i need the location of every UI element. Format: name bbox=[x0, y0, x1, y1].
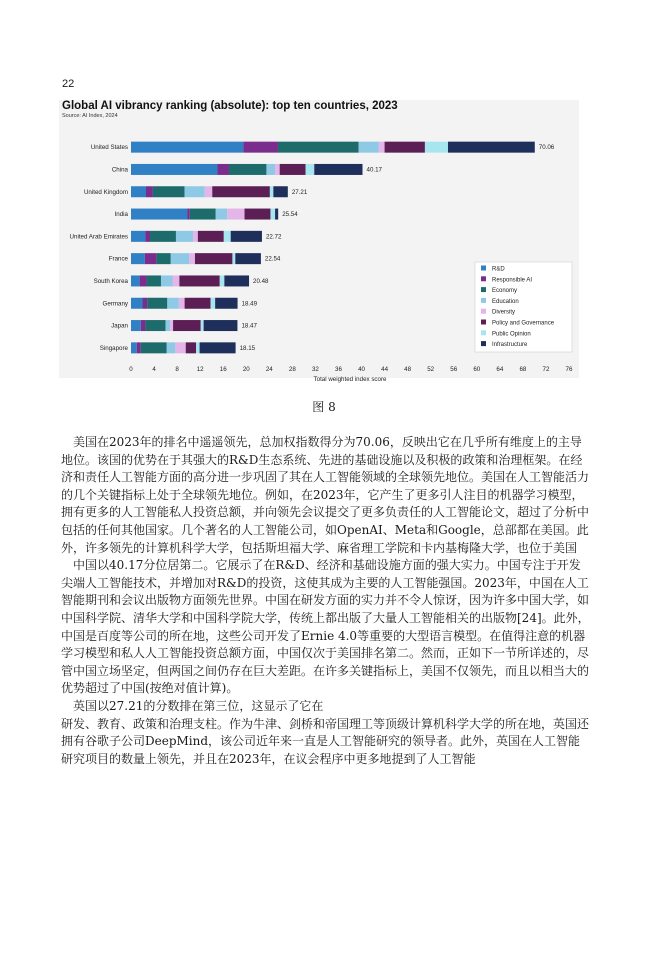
legend-label: Infrastructure bbox=[492, 342, 528, 349]
bar-segment bbox=[141, 320, 146, 331]
bar-segment bbox=[235, 253, 261, 264]
bar-segment bbox=[186, 342, 196, 353]
x-tick-label: 36 bbox=[335, 366, 342, 373]
category-label: United States bbox=[90, 144, 128, 152]
figure-caption: 图 8 bbox=[312, 400, 336, 414]
legend-swatch bbox=[481, 341, 486, 346]
bar-segment bbox=[185, 298, 211, 309]
total-label: 70.06 bbox=[538, 144, 555, 152]
x-tick-label: 40 bbox=[358, 366, 365, 373]
bar-segment bbox=[179, 275, 219, 286]
bar-segment bbox=[224, 231, 231, 242]
x-tick-label: 4 bbox=[152, 366, 156, 373]
bar-segment bbox=[131, 320, 141, 331]
x-tick-label: 12 bbox=[196, 366, 204, 373]
bar-segment bbox=[147, 275, 161, 286]
bar-segment bbox=[172, 275, 179, 286]
page-number: 22 bbox=[62, 78, 75, 90]
bar-segment bbox=[205, 186, 212, 197]
category-label: Germany bbox=[102, 300, 128, 308]
bar-segment bbox=[166, 320, 171, 331]
bar-segment bbox=[131, 275, 140, 286]
bar-segment bbox=[150, 231, 176, 242]
bar-segment bbox=[232, 253, 235, 264]
legend-swatch bbox=[481, 320, 486, 325]
paragraph-uk-intro: 英国以27.21的分数排在第三位，这显示了它在 bbox=[73, 698, 324, 713]
x-tick-label: 44 bbox=[381, 366, 389, 373]
category-label: Singapore bbox=[99, 344, 128, 352]
bar-segment bbox=[137, 342, 141, 353]
bar-segment bbox=[196, 342, 199, 353]
bar-segment bbox=[231, 231, 262, 242]
category-label: United Kingdom bbox=[83, 188, 128, 196]
total-label: 25.54 bbox=[282, 211, 298, 219]
category-label: India bbox=[114, 211, 128, 219]
paragraph-china: 中国以40.17分位居第二。它展示了在R&D、经济和基础设施方面的强大实力。中国专注于开发尖端人工智能技术，并增加对R&D的投资，这使其成为主要的人工智能强国。2023年，中国在人工智能期刊和会议出版物方面领先世界。中国在研发方面的实力并不令人惊讶，因为许多中国大学，如中国科学院、清华大学和中国科学院大学，传统上都出版了大量人工智能相关的出版物[24]。此外，中国是百度等公司的所在地，这些公司开发了Ernie 4.0等重要的大型语言模型。在值得注意的机器学习模型和私人人工智能投资总额方面，中国仅次于美国排名第二。然而，正如下一节所详述的，尽管中国立场坚定，但两国之间仍存在巨大差距。在许多关键指标上，美国不仅领先，而且以相当大的优势超过了中国(按绝对值计算)。 bbox=[61, 558, 590, 696]
bar-segment bbox=[131, 298, 143, 309]
x-tick-label: 28 bbox=[288, 366, 296, 373]
bar-segment bbox=[379, 142, 385, 153]
legend-label: Policy and Governance bbox=[492, 320, 555, 327]
x-tick-label: 68 bbox=[519, 366, 527, 373]
bar-segment bbox=[131, 164, 217, 175]
legend-label: Economy bbox=[492, 288, 518, 295]
total-label: 22.54 bbox=[264, 255, 281, 263]
category-label: France bbox=[108, 255, 128, 263]
total-label: 18.47 bbox=[241, 322, 257, 330]
bar-segment bbox=[211, 298, 216, 309]
bar-segment bbox=[131, 209, 187, 220]
bar-segment bbox=[229, 164, 266, 175]
legend-swatch bbox=[481, 298, 486, 303]
bar-segment bbox=[156, 253, 170, 264]
bar-segment bbox=[448, 142, 535, 153]
x-tick-label: 8 bbox=[175, 366, 179, 373]
bar-segment bbox=[189, 253, 195, 264]
bar-segment bbox=[131, 231, 145, 242]
bar-segment bbox=[273, 186, 287, 197]
bar-segment bbox=[167, 298, 179, 309]
total-label: 18.15 bbox=[239, 344, 256, 352]
chart-source: Source: AI Index, 2024 bbox=[62, 113, 118, 119]
bar-segment bbox=[306, 164, 315, 175]
bar-segment bbox=[215, 298, 237, 309]
bar-segment bbox=[216, 209, 228, 220]
bar-segment bbox=[185, 186, 205, 197]
x-tick-label: 0 bbox=[129, 366, 133, 373]
bar-segment bbox=[195, 253, 232, 264]
x-tick-label: 76 bbox=[565, 366, 573, 373]
x-tick-label: 72 bbox=[542, 366, 550, 373]
paragraph-uk: 研发、教育、政策和治理支柱。作为牛津、剑桥和帝国理工等顶级计算机科学大学的所在地，英国还拥有谷歌子公司DeepMind，该公司近年来一直是人工智能研究的领导者。此外，英国在人工智能研究项目的数量上领先，并且在2023年，在议会程序中更多地提到了人工智能 bbox=[61, 716, 590, 766]
bar-segment bbox=[275, 164, 280, 175]
bar-segment bbox=[385, 142, 425, 153]
bar-segment bbox=[280, 164, 306, 175]
bar-segment bbox=[224, 275, 249, 286]
legend-label: Diversity bbox=[492, 309, 516, 316]
bar-segment bbox=[131, 186, 146, 197]
legend-label: Education bbox=[492, 298, 519, 305]
bar-segment bbox=[270, 209, 275, 220]
bar-segment bbox=[145, 253, 157, 264]
total-label: 18.49 bbox=[241, 300, 258, 308]
bar-segment bbox=[359, 142, 379, 153]
legend-swatch bbox=[481, 287, 486, 292]
bar-segment bbox=[131, 142, 243, 153]
bar-segment bbox=[270, 186, 273, 197]
bar-segment bbox=[212, 186, 270, 197]
x-tick-label: 60 bbox=[473, 366, 481, 373]
bar-segment bbox=[201, 320, 204, 331]
legend-label: Responsible AI bbox=[492, 277, 533, 284]
bar-segment bbox=[171, 253, 189, 264]
category-label: Japan bbox=[111, 322, 128, 330]
bar-segment bbox=[179, 298, 185, 309]
paragraph-us: 美国在2023年的排名中遥遥领先，总加权指数得分为70.06，反映出它在几乎所有维度上的主导地位。该国的优势在于其强大的R&D生态系统、先进的基础设施以及积极的政策和治理框架。在经济和责任人工智能方面的高分进一步巩固了其在人工智能领域的全球领先地位。美国在人工智能活力的几个关键指标上处于全球领先地位。例如，在2023年，它产生了更多引人注目的机器学习模型，拥有更多的人工智能私人投资总额，并向领先会议提交了更多负责任的人工智能论文，超过了分析中包括的任何其他国家。几个著名的人工智能公司，如OpenAI、Meta和Google，总部都在美国。此外，许多领先的计算机科学大学，包括斯坦福大学、麻省理工学院和卡内基梅隆大学，也位于美国 bbox=[61, 435, 590, 555]
bar-segment bbox=[275, 209, 278, 220]
x-axis-title: Total weighted index score bbox=[313, 376, 387, 383]
body-text bbox=[61, 434, 591, 768]
stacked-bar-chart bbox=[59, 100, 579, 383]
bar-segment bbox=[146, 186, 153, 197]
chart-title: Global AI vibrancy ranking (absolute): top ten countries, 2023 bbox=[62, 100, 398, 112]
bar-segment bbox=[243, 142, 278, 153]
bar-segment bbox=[200, 342, 236, 353]
bar-segment bbox=[145, 231, 150, 242]
x-tick-label: 48 bbox=[404, 366, 412, 373]
bar-segment bbox=[245, 209, 271, 220]
bar-segment bbox=[170, 320, 173, 331]
bar-segment bbox=[217, 164, 229, 175]
bar-segment bbox=[131, 342, 137, 353]
x-tick-label: 24 bbox=[265, 366, 273, 373]
bar-segment bbox=[227, 209, 244, 220]
bar-segment bbox=[167, 342, 176, 353]
bar-segment bbox=[198, 231, 224, 242]
x-tick-label: 32 bbox=[311, 366, 319, 373]
total-label: 20.48 bbox=[253, 277, 269, 285]
bar-segment bbox=[147, 298, 167, 309]
category-label: United Arab Emirates bbox=[69, 233, 128, 241]
bar-segment bbox=[173, 320, 201, 331]
bar-segment bbox=[140, 275, 147, 286]
bar-segment bbox=[193, 231, 198, 242]
total-label: 27.21 bbox=[291, 188, 308, 196]
bar-segment bbox=[204, 320, 238, 331]
figure bbox=[59, 100, 579, 383]
bar-segment bbox=[141, 342, 167, 353]
bar-segment bbox=[176, 231, 193, 242]
category-label: China bbox=[111, 166, 128, 174]
legend-label: Public Opinion bbox=[492, 331, 531, 338]
legend-swatch bbox=[481, 266, 486, 271]
x-tick-label: 16 bbox=[219, 366, 227, 373]
legend-swatch bbox=[481, 330, 486, 335]
bar-segment bbox=[266, 164, 275, 175]
legend-swatch bbox=[481, 309, 486, 314]
bar-segment bbox=[161, 275, 173, 286]
bar-segment bbox=[131, 253, 145, 264]
x-tick-label: 64 bbox=[496, 366, 504, 373]
bar-segment bbox=[153, 186, 185, 197]
legend-label: R&D bbox=[492, 266, 505, 273]
legend-swatch bbox=[481, 276, 486, 281]
category-label: South Korea bbox=[93, 277, 128, 285]
bar-segment bbox=[175, 342, 185, 353]
total-label: 40.17 bbox=[366, 166, 382, 174]
bar-segment bbox=[314, 164, 362, 175]
x-tick-label: 52 bbox=[427, 366, 435, 373]
bar-segment bbox=[143, 298, 148, 309]
bar-segment bbox=[145, 320, 165, 331]
bar-segment bbox=[425, 142, 448, 153]
x-tick-label: 20 bbox=[242, 366, 250, 373]
bar-segment bbox=[187, 209, 189, 220]
total-label: 22.72 bbox=[265, 233, 282, 241]
legend-box bbox=[475, 262, 572, 352]
bar-segment bbox=[190, 209, 216, 220]
bar-segment bbox=[220, 275, 225, 286]
bar-segment bbox=[278, 142, 359, 153]
x-tick-label: 56 bbox=[450, 366, 458, 373]
